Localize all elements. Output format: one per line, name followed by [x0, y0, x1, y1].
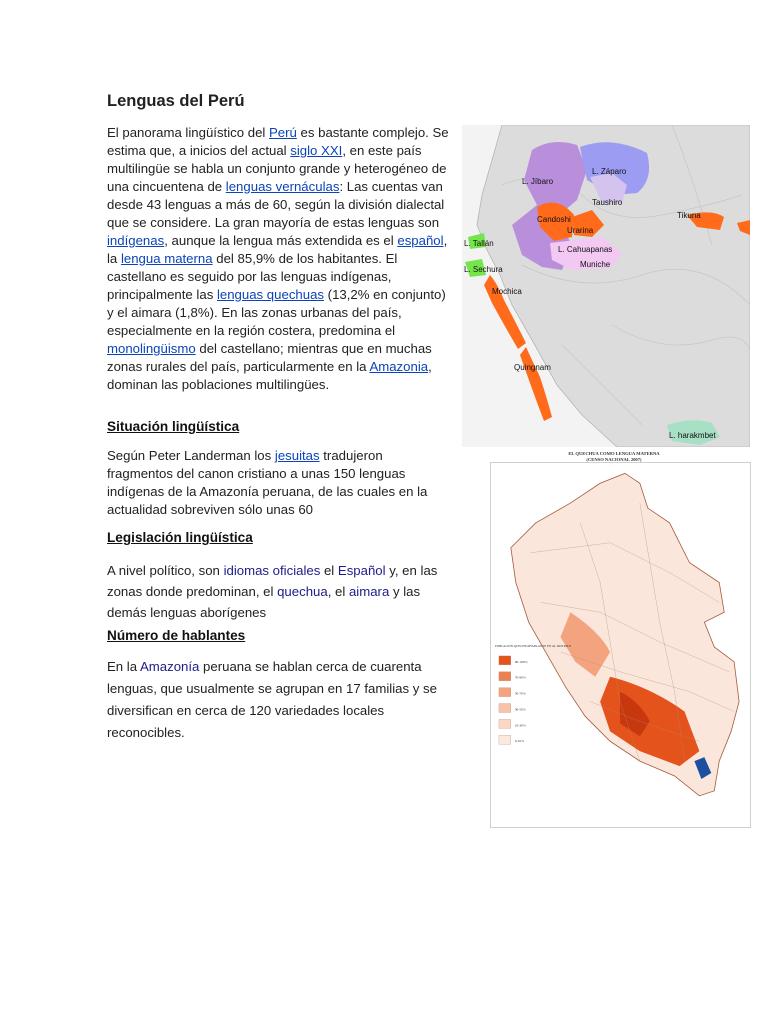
label-zaparo: L. Záparo [592, 167, 627, 176]
text: A nivel político, son [107, 563, 224, 578]
link-indigenas[interactable]: indígenas [107, 233, 165, 248]
text: y, en las zonas donde predominan, el [107, 563, 438, 599]
quechua-map-title [560, 451, 668, 462]
text: del 85,9% de los habitantes. El castellano es seguido por las lenguas indígenas, principalmente las [107, 251, 398, 302]
link-idiomas-oficiales[interactable]: idiomas oficiales [223, 563, 321, 578]
text: En la [107, 659, 140, 674]
situacion-paragraph [107, 447, 452, 519]
map-title-line2: (CENSO NACIONAL 2007) [586, 456, 642, 462]
link-amazonia[interactable]: Amazonia [369, 359, 429, 374]
text: es bastante complejo. Se estima que, a inicios del actual [107, 125, 449, 158]
legend-title: POBLACIÓN QUECHUAHABLANTE EN AL DISTRITO [494, 643, 572, 648]
link-lenguas-vernaculas[interactable]: lenguas vernáculas [225, 179, 340, 194]
label-mochica: Mochica [492, 287, 522, 296]
text: , en este país multilingüe se habla un conjunto grande y heterogéneo de una cincuentena de [107, 143, 447, 194]
legend-label: 70-90% [514, 675, 526, 680]
legend-label: 30-50% [514, 707, 526, 712]
link-lengua-materna[interactable]: lengua materna [120, 251, 213, 266]
text: : Las cuentas van desde 43 lenguas a más de 60, según la división dialectal que se considere. La gran mayoría de estas lenguas son [107, 179, 445, 230]
legend-label: 10-30% [514, 723, 526, 728]
link-espanol-2[interactable]: Español [337, 563, 386, 578]
link-aimara[interactable]: aimara [348, 584, 390, 599]
peru-outline [511, 473, 739, 796]
label-tikuna: Tikuna [677, 211, 701, 220]
map-title-line1: EL QUECHUA COMO LENGUA MATERNA [568, 451, 660, 456]
legend-swatch [499, 688, 511, 697]
label-munichi: Muniche [580, 260, 611, 269]
text: , el [327, 584, 349, 599]
link-amazonia-2[interactable]: Amazonía [140, 659, 200, 674]
link-peru[interactable]: Perú [269, 125, 297, 140]
intro-paragraph [107, 124, 452, 394]
link-espanol[interactable]: español [397, 233, 444, 248]
legend-label: 50-70% [514, 691, 526, 696]
link-siglo-xxi[interactable]: siglo XXI [290, 143, 343, 158]
legend-swatch [499, 719, 511, 728]
legend-swatch [499, 704, 511, 713]
heading-legislacion: Legislación lingüística [107, 530, 253, 545]
label-quingnam: Quingnam [514, 363, 551, 372]
label-jibaro: L. Jíbaro [522, 177, 554, 186]
languages-map [462, 125, 750, 447]
heading-situacion: Situación lingüística [107, 419, 240, 434]
text: , la [107, 233, 448, 266]
page-title: Lenguas del Perú [107, 92, 245, 110]
map-legend [499, 656, 528, 744]
label-sechura: L. Sechura [464, 265, 503, 274]
heading-numero-hablantes: Número de hablantes [107, 628, 246, 643]
link-monolinguismo[interactable]: monolingüismo [107, 341, 196, 356]
text: del castellano; mientras que en muchas zonas rurales del país, particularmente en la [107, 341, 432, 374]
link-quechua[interactable]: quechua [277, 584, 328, 599]
hablantes-paragraph [107, 656, 457, 744]
text: el [320, 563, 338, 578]
label-tallan: L. Tallán [464, 239, 494, 248]
text: , dominan las poblaciones multilingües. [107, 359, 432, 392]
label-cahuapanas: L. Cahuapanas [558, 245, 613, 254]
legend-swatch [499, 735, 511, 744]
text: peruana se hablan cerca de cuarenta lenguas, que usualmente se agrupan en 17 familias y se diversifican en cerca de 120 variedades locales reconocibles. [107, 659, 437, 740]
link-jesuitas[interactable]: jesuitas [274, 448, 320, 463]
link-lenguas-quechuas[interactable]: lenguas quechuas [216, 287, 325, 302]
legend-label: 90-100% [514, 659, 528, 664]
text: , aunque la lengua más extendida es el [164, 233, 398, 248]
legend-label: 0-10% [514, 739, 525, 744]
label-harakmbet: L. harakmbet [669, 431, 716, 440]
text: tradujeron fragmentos del canon cristiano a unas 150 lenguas indígenas de la Amazonía peruana, de las cuales en la actualidad sobreviven sólo unas 60 [107, 448, 428, 517]
legend-swatch [499, 672, 511, 681]
text: El panorama lingüístico del [107, 125, 270, 140]
text: Según Peter Landerman los [107, 448, 275, 463]
label-taushiro: Taushiro [592, 198, 623, 207]
quechua-map [490, 462, 751, 828]
text: (13,2% en conjunto) y el aimara (1,8%). En las zonas urbanas del país, especialmente en la región costera, predomina el [107, 287, 446, 338]
text: y las demás lenguas aborígenes [107, 584, 421, 620]
legend-swatch [499, 656, 511, 665]
legislacion-paragraph [107, 560, 457, 623]
label-urarina: Urarina [567, 226, 594, 235]
label-candoshi: Candoshi [537, 215, 571, 224]
